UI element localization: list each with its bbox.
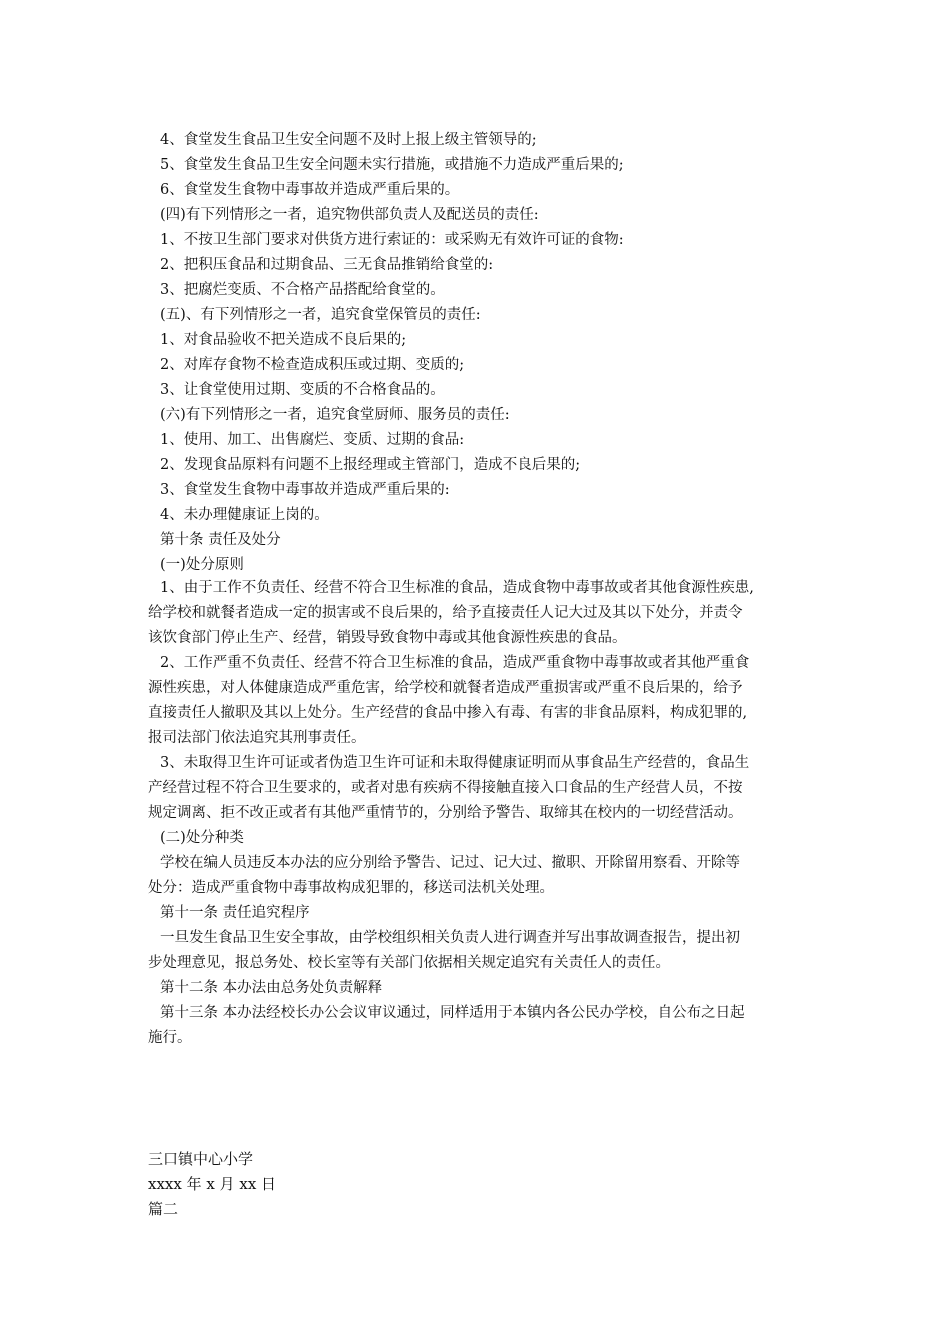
text-line: 该饮食部门停止生产、经营，销毁导致食物中毒或其他食源性疾患的食品。	[148, 630, 627, 646]
text-line: 2、把积压食品和过期食品、三无食品推销给食堂的:	[160, 257, 494, 273]
next-section-label: 篇二	[148, 1200, 179, 1218]
text-line: 第十三条 本办法经校长办公会议审议通过，同样适用于本镇内各公民办学校，自公布之日起	[160, 1005, 745, 1021]
text-line: 第十二条 本办法由总务处负责解释	[160, 980, 383, 996]
text-line: 1、使用、加工、出售腐烂、变质、过期的食品:	[160, 432, 465, 448]
text-line: 1、不按卫生部门要求对供货方进行索证的：或采购无有效许可证的食物:	[160, 232, 624, 248]
text-line: 1、由于工作不负责任、经营不符合卫生标准的食品，造成食物中毒事故或者其他食源性疾患,	[160, 580, 754, 596]
text-line: 第十条 责任及处分	[160, 532, 281, 548]
text-line: 2、对库存食物不检查造成积压或过期、变质的;	[160, 357, 465, 373]
text-line: 学校在编人员违反本办法的应分别给予警告、记过、记大过、撤职、开除留用察看、开除等	[160, 855, 740, 871]
text-line: (一)处分原则	[160, 557, 244, 573]
signature-organization: 三口镇中心小学	[148, 1150, 254, 1168]
signature-date: xxxx 年 x 月 xx 日	[148, 1175, 277, 1193]
text-line: 2、发现食品原料有问题不上报经理或主管部门，造成不良后果的;	[160, 457, 581, 473]
text-line: 4、食堂发生食品卫生安全问题不及时上报上级主管领导的;	[160, 132, 537, 148]
text-line: 3、让食堂使用过期、变质的不合格食品的。	[160, 382, 445, 398]
text-line: (二)处分种类	[160, 830, 244, 846]
text-line: (六)有下列情形之一者，追究食堂厨师、服务员的责任:	[160, 407, 510, 423]
text-line: (五)、有下列情形之一者，追究食堂保管员的责任:	[160, 307, 481, 323]
text-line: 步处理意见，报总务处、校长室等有关部门依据相关规定追究有关责任人的责任。	[148, 955, 670, 971]
text-line: 给学校和就餐者造成一定的损害或不良后果的，给予直接责任人记大过及其以下处分，并责令	[148, 605, 743, 621]
text-line: 6、食堂发生食物中毒事故并造成严重后果的。	[160, 182, 460, 198]
text-line: 处分：造成严重食物中毒事故构成犯罪的，移送司法机关处理。	[148, 880, 554, 896]
text-line: 第十一条 责任追究程序	[160, 905, 310, 921]
text-line: 2、工作严重不负责任、经营不符合卫生标准的食品，造成严重食物中毒事故或者其他严重食	[160, 655, 750, 671]
text-line: 1、对食品验收不把关造成不良后果的;	[160, 332, 407, 348]
text-line: 规定调离、拒不改正或者有其他严重情节的，分别给予警告、取缔其在校内的一切经营活动。	[148, 805, 743, 821]
text-line: (四)有下列情形之一者，追究物供部负责人及配送员的责任:	[160, 207, 539, 223]
text-line: 一旦发生食品卫生安全事故，由学校组织相关负责人进行调查并写出事故调查报告，提出初	[160, 930, 740, 946]
text-line: 3、未取得卫生许可证或者伪造卫生许可证和未取得健康证明而从事食品生产经营的，食品生	[160, 755, 750, 771]
text-line: 4、未办理健康证上岗的。	[160, 507, 329, 523]
text-line: 源性疾患，对人体健康造成严重危害，给学校和就餐者造成严重损害或严重不良后果的，给予	[148, 680, 743, 696]
text-line: 5、食堂发生食品卫生安全问题未实行措施，或措施不力造成严重后果的;	[160, 157, 624, 173]
text-line: 3、食堂发生食物中毒事故并造成严重后果的:	[160, 482, 450, 498]
text-line: 报司法部门依法追究其刑事责任。	[148, 730, 366, 746]
text-line: 直接责任人撤职及其以上处分。生产经营的食品中掺入有毒、有害的非食品原料，构成犯罪的,	[148, 705, 748, 721]
text-line: 产经营过程不符合卫生要求的，或者对患有疾病不得接触直接入口食品的生产经营人员，不按	[148, 780, 743, 796]
text-line: 3、把腐烂变质、不合格产品搭配给食堂的。	[160, 282, 445, 298]
text-line: 施行。	[148, 1030, 192, 1046]
